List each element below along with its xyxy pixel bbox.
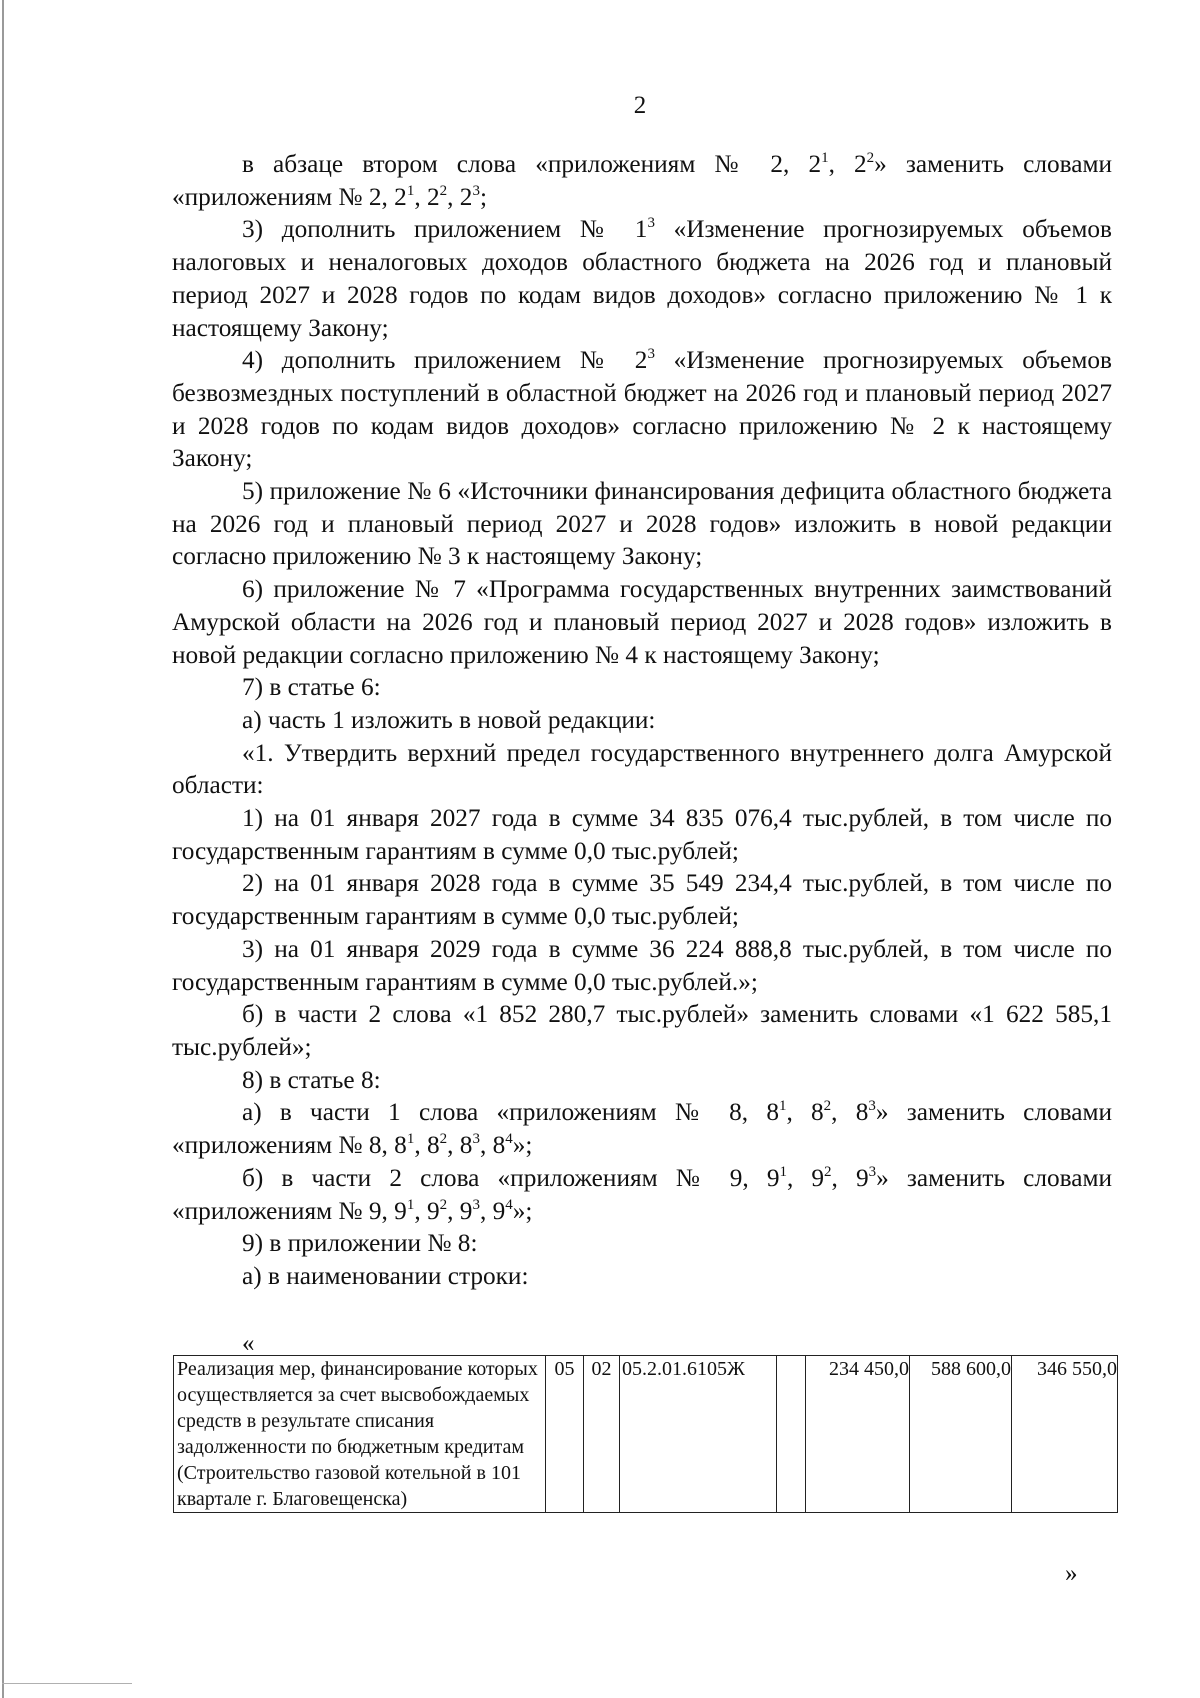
superscript: 4 (505, 1196, 513, 1213)
paragraph: 7) в статье 6: (242, 673, 381, 702)
paragraph: 1) на 01 января 2027 года в сумме 34 835 076,4 тыс.рублей, в том числе по государственным гарантиям в сумме 0,0 тыс.рублей; (172, 804, 1112, 865)
superscript: 3 (868, 1098, 876, 1115)
paragraph: 3) дополнить приложением № $1^3$ «Изменение прогнозируемых объемов налоговых и неналоговых доходов областного бюджета на 2026 год и плановый период 2027 и 2028 годов по кодам видов доходов» согласно приложению № 1 к настоящему Закону; (172, 215, 1112, 342)
section-cell: 05 (546, 1356, 584, 1513)
superscript: 2 (866, 150, 875, 166)
scan-edge (2, 0, 4, 1698)
quote-open: « (242, 1330, 255, 1357)
superscript: 1 (406, 182, 415, 199)
table-row (174, 1356, 1118, 1513)
superscript: 2 (824, 1163, 832, 1180)
scan-edge-bottom (2, 1683, 132, 1684)
target-article-cell: 05.2.01.6105Ж (620, 1356, 777, 1513)
paragraph: а) часть 1 изложить в новой редакции: (242, 705, 656, 734)
paragraph: а) в части 1 слова «приложениям № 8, $8^1$, $8^2$, $8^3$» заменить словами «приложениям № 8, $8^1$, $8^2$, $8^3$, $8^4$»; (172, 1098, 1112, 1160)
superscript: 3 (472, 1131, 480, 1148)
superscript: 1 (406, 1131, 415, 1148)
paragraph: а) в наименовании строки: (242, 1261, 529, 1290)
expense-type-cell (777, 1356, 806, 1513)
superscript: 2 (439, 1196, 448, 1213)
paragraph: 4) дополнить приложением № $2^3$ «Изменение прогнозируемых объемов безвозмездных поступлений в областной бюджет на 2026 год и плановый период 2027 и 2028 годов по кодам видов доходов» согласно приложению № 2 к настоящему Закону; (172, 346, 1112, 473)
paragraph: 2) на 01 января 2028 года в сумме 35 549 234,4 тыс.рублей, в том числе по государственным гарантиям в сумме 0,0 тыс.рублей; (172, 869, 1112, 931)
paragraph: в абзаце втором слова «приложениям № 2, $2^1$, $2^2$» заменить словами «приложениям № 2, $2^1$, $2^2$, $2^3$; (172, 150, 1113, 211)
amendment-table (173, 1355, 1118, 1513)
paragraph: 8) в статье 8: (242, 1065, 381, 1094)
paragraph: 3) на 01 января 2029 года в сумме 36 224 888,8 тыс.рублей, в том числе по государственным гарантиям в сумме 0,0 тыс.рублей.»; (172, 934, 1112, 996)
document-body (172, 148, 1112, 1293)
quote-close: » (1065, 1560, 1078, 1587)
paragraph: 6) приложение № 7 «Программа государственных внутренних заимствований Амурской области на 2026 год и плановый период 2027 и 2028 годов» изложить в новой редакции согласно приложению № 4 к настоящему Закону; (172, 575, 1112, 669)
page-number: 2 (633, 92, 647, 119)
superscript: 1 (778, 1098, 787, 1115)
row-name-cell: Реализация мер, финансирование которых осуществляется за счет высвобождаемых средств в результате списания задолженности по бюджетным кредитам (Строительство газовой котельной в 101 квартале г. Благовещенска) (174, 1356, 546, 1513)
amount-2028-cell: 346 550,0 (1012, 1356, 1118, 1513)
superscript: 3 (472, 182, 480, 199)
subsection-cell: 02 (584, 1356, 620, 1513)
superscript: 1 (821, 150, 829, 166)
superscript: 2 (439, 182, 448, 199)
superscript: 1 (406, 1196, 415, 1213)
paragraph: «1. Утвердить верхний предел государственного внутреннего долга Амурской области: (172, 738, 1112, 800)
superscript: 3 (647, 215, 655, 232)
paragraph: б) в части 2 слова «1 852 280,7 тыс.рублей» заменить словами «1 622 585,1 тыс.рублей»; (172, 1000, 1112, 1061)
superscript: 1 (779, 1163, 787, 1180)
superscript: 2 (439, 1131, 448, 1148)
amount-2027-cell: 588 600,0 (910, 1356, 1012, 1513)
superscript: 3 (868, 1163, 877, 1180)
amount-2026-cell: 234 450,0 (806, 1356, 910, 1513)
superscript: 2 (823, 1098, 832, 1115)
superscript: 4 (505, 1131, 513, 1148)
paragraph: 9) в приложении № 8: (242, 1229, 478, 1258)
superscript: 3 (647, 346, 655, 363)
superscript: 3 (472, 1196, 480, 1213)
paragraph: б) в части 2 слова «приложениям № 9, $9^1$, $9^2$, $9^3$» заменить словами «приложениям № 9, $9^1$, $9^2$, $9^3$, $9^4$»; (172, 1163, 1112, 1225)
paragraph: 5) приложение № 6 «Источники финансирования дефицита областного бюджета на 2026 год и плановый период 2027 и 2028 годов» изложить в новой редакции согласно приложению № 3 к настоящему Закону; (172, 477, 1112, 571)
